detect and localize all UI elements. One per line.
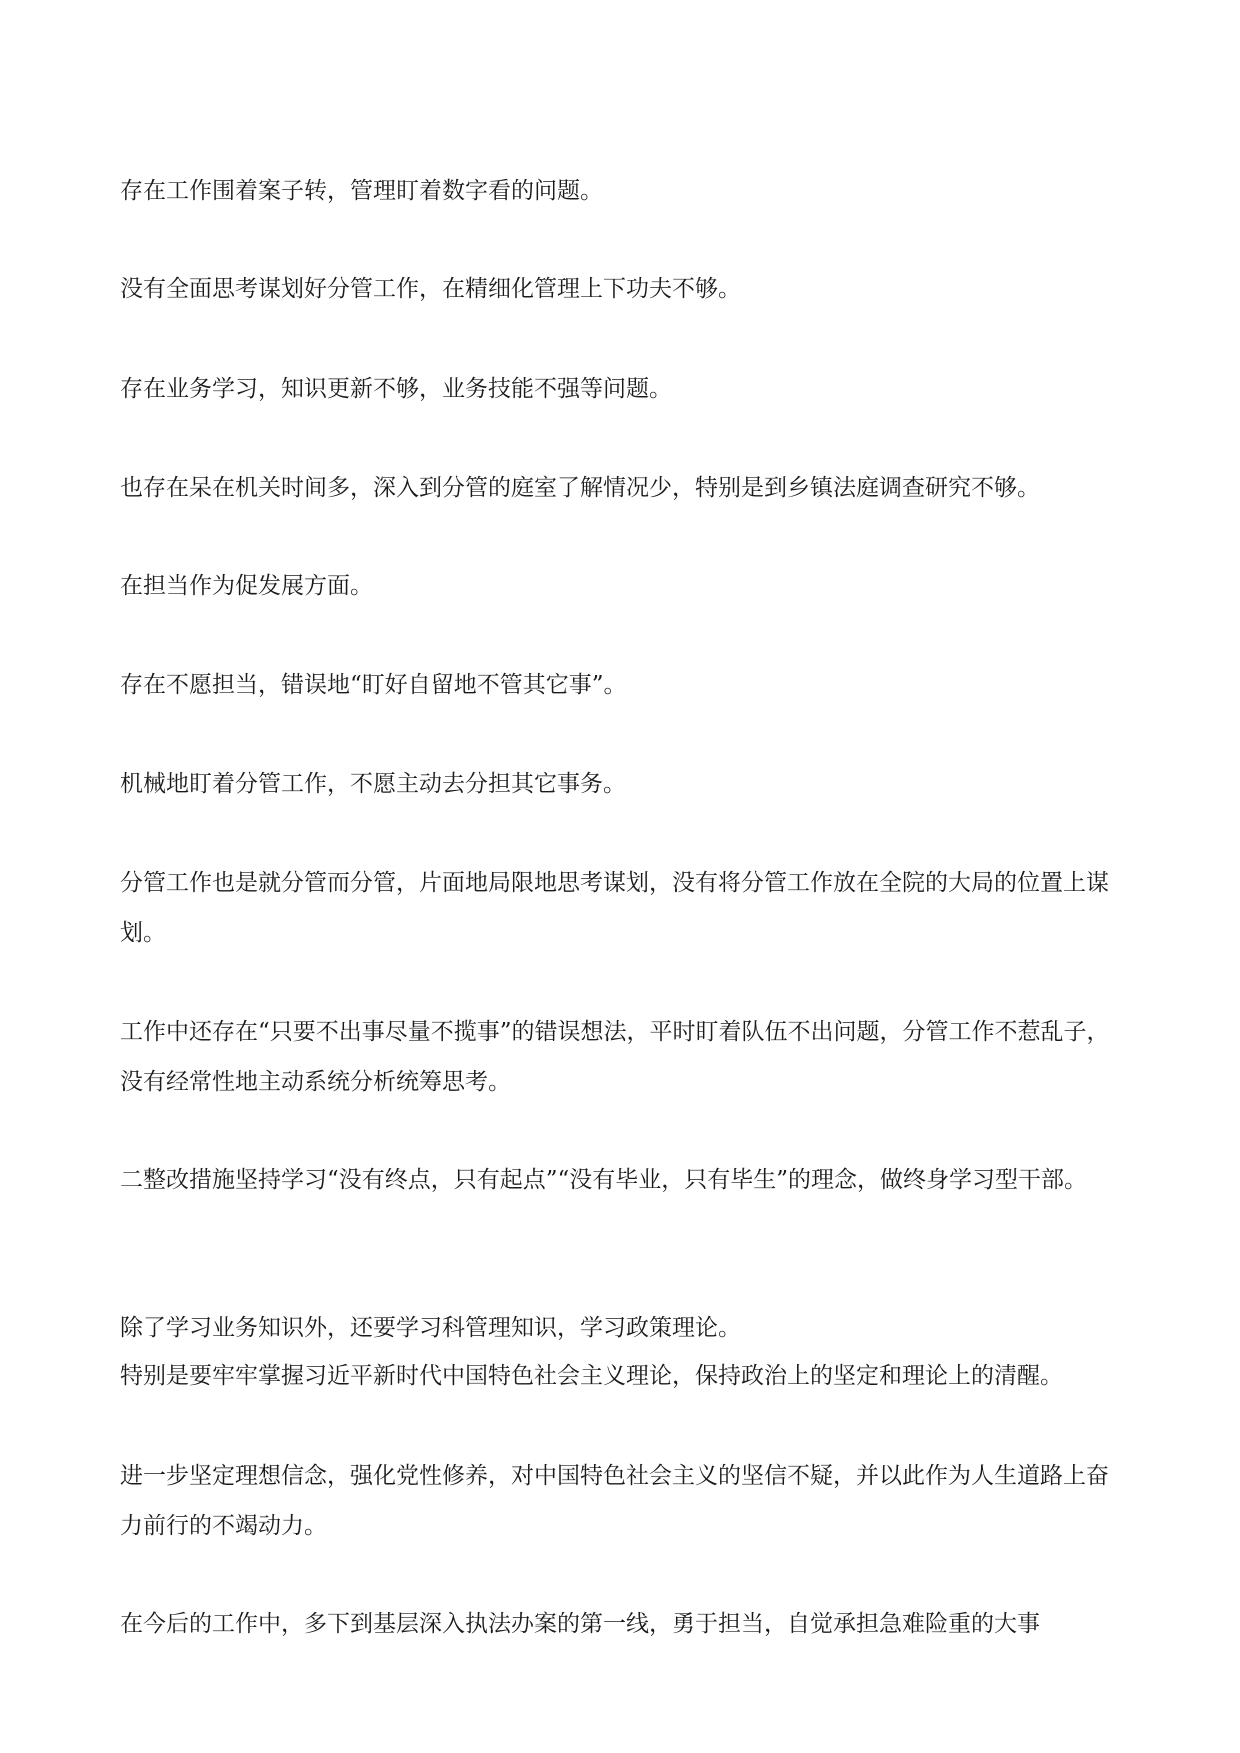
paragraph-13: 进一步坚定理想信念，强化党性修养，对中国特色社会主义的坚信不疑，并以此作为人生道路上奋力前行的不竭动力。	[120, 1463, 1109, 1539]
paragraph-8: 分管工作也是就分管而分管，片面地局限地思考谋划，没有将分管工作放在全院的大局的位置上谋划。	[120, 870, 1109, 946]
paragraph-7: 机械地盯着分管工作，不愿主动去分担其它事务。	[120, 771, 626, 797]
paragraph-5: 在担当作为促发展方面。	[120, 573, 373, 599]
paragraph-1: 存在工作围着案子转，管理盯着数字看的问题。	[120, 178, 603, 204]
paragraph-14: 在今后的工作中，多下到基层深入执法办案的第一线，勇于担当，自觉承担急难险重的大事	[120, 1611, 1040, 1637]
paragraph-4: 也存在呆在机关时间多，深入到分管的庭室了解情况少，特别是到乡镇法庭调查研究不够。	[120, 475, 1040, 501]
paragraph-11: 除了学习业务知识外，还要学习科管理知识，学习政策理论。	[120, 1315, 741, 1341]
paragraph-12: 特别是要牢牢掌握习近平新时代中国特色社会主义理论，保持政治上的坚定和理论上的清醒。	[120, 1363, 1063, 1389]
paragraph-10: 二整改措施坚持学习“没有终点，只有起点”“没有毕业，只有毕生”的理念，做终身学习型干部。	[120, 1167, 1088, 1193]
paragraph-3: 存在业务学习，知识更新不够，业务技能不强等问题。	[120, 376, 672, 402]
paragraph-2: 没有全面思考谋划好分管工作，在精细化管理上下功夫不够。	[120, 276, 741, 302]
paragraph-6: 存在不愿担当，错误地“盯好自留地不管其它事”。	[120, 672, 627, 698]
paragraph-9: 工作中还存在“只要不出事尽量不揽事”的错误想法，平时盯着队伍不出问题，分管工作不惹乱子，没有经常性地主动系统分析统筹思考。	[120, 1019, 1110, 1095]
